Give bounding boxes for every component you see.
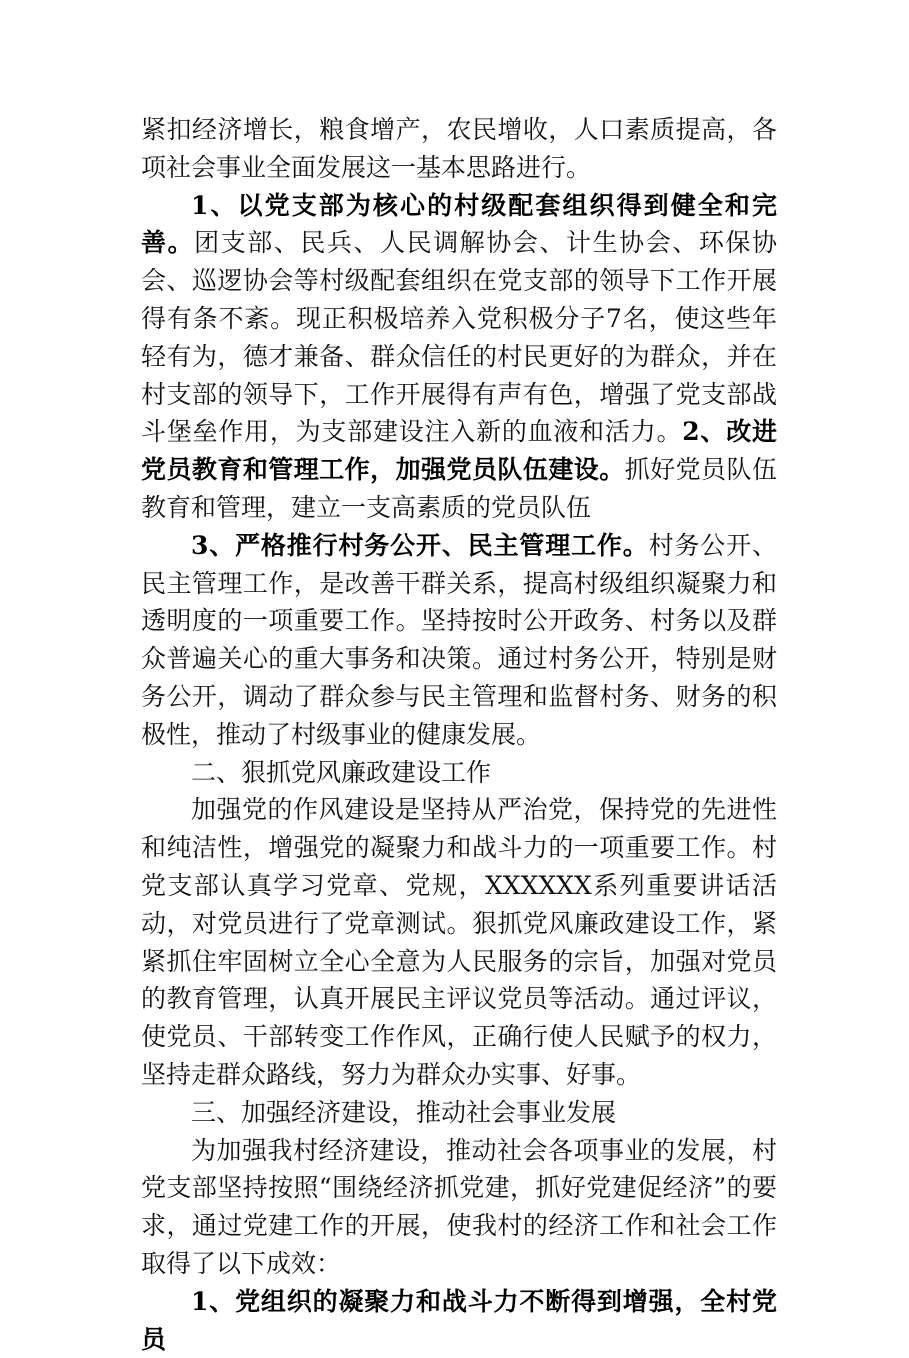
paragraph-organization — [141, 187, 777, 527]
paragraph-intro — [141, 111, 777, 187]
section-heading-integrity — [141, 754, 777, 792]
paragraph-heading: 1、党组织的凝聚力和战斗力不断得到增强，全村党员 — [141, 1286, 777, 1354]
section-heading-text: 二、狠抓党风廉政建设工作 — [191, 757, 492, 787]
paragraph-heading: 3、严格推行村务公开、民主管理工作。 — [191, 530, 649, 560]
document-body — [141, 111, 777, 1358]
paragraph-village-affairs — [141, 527, 777, 754]
paragraph-text: 加强党的作风建设是坚持从严治党，保持党的先进性和纯洁性，增强党的凝聚力和战斗力的一项重要工作。村党支部认真学习党章、党规，XXXXXX系列重要讲话活动，对党员进行了党章测试。狠抓党风廉政建设工作，紧紧抓住牢固树立全心全意为人民服务的宗旨，加强对党员的教育管理，认真开展民主评议党员等活动。通过评议，使党员、干部转变工作作风，正确行使人民赋予的权力，坚持走群众路线，努力为群众办实事、好事。 — [141, 795, 777, 1089]
paragraph-cohesion — [141, 1283, 777, 1358]
paragraph-integrity — [141, 791, 777, 1093]
section-heading-text: 三、加强经济建设，推动社会事业发展 — [191, 1097, 617, 1127]
paragraph-text: 团支部、民兵、人民调解协会、计生协会、环保协会、巡逻协会等村级配套组织在党支部的领导下工作开展得有条不紊。现正积极培养入党积极分子7名，使这些年轻有为，德才兼备、群众信任的村民更好的为群众，并在村支部的领导下，工作开展得有声有色，增强了党支部战斗堡垒作用，为支部建设注入新的血液和活力。 — [141, 228, 777, 447]
paragraph-economy — [141, 1132, 777, 1283]
paragraph-text-2: 抓好党员队伍教育和管理，建立一支高素质的党员队伍 — [141, 455, 777, 522]
paragraph-text: 村务公开、民主管理工作，是改善干群关系，提高村级组织凝聚力和透明度的一项重要工作。坚持按时公开政务、村务以及群众普遍关心的重大事务和决策。通过村务公开，特别是财务公开，调动了群众参与民主管理和监督村务、财务的积极性，推动了村级事业的健康发展。 — [141, 530, 777, 749]
section-heading-economy — [141, 1094, 777, 1132]
paragraph-heading: 1、以党支部为核心的村级配套组织得到健全和完善。 — [141, 190, 777, 258]
paragraph-text: 为加强我村经济建设，推动社会各项事业的发展，村党支部坚持按照“围绕经济抓党建，抓好党建促经济”的要求，通过党建工作的开展，使我村的经济工作和社会工作取得了以下成效： — [141, 1135, 777, 1278]
paragraph-heading-2: 2、改进党员教育和管理工作，加强党员队伍建设。 — [141, 417, 777, 485]
paragraph-text: 紧扣经济增长，粮食增产，农民增收，人口素质提高，各项社会事业全面发展这一基本思路进行。 — [141, 115, 777, 182]
